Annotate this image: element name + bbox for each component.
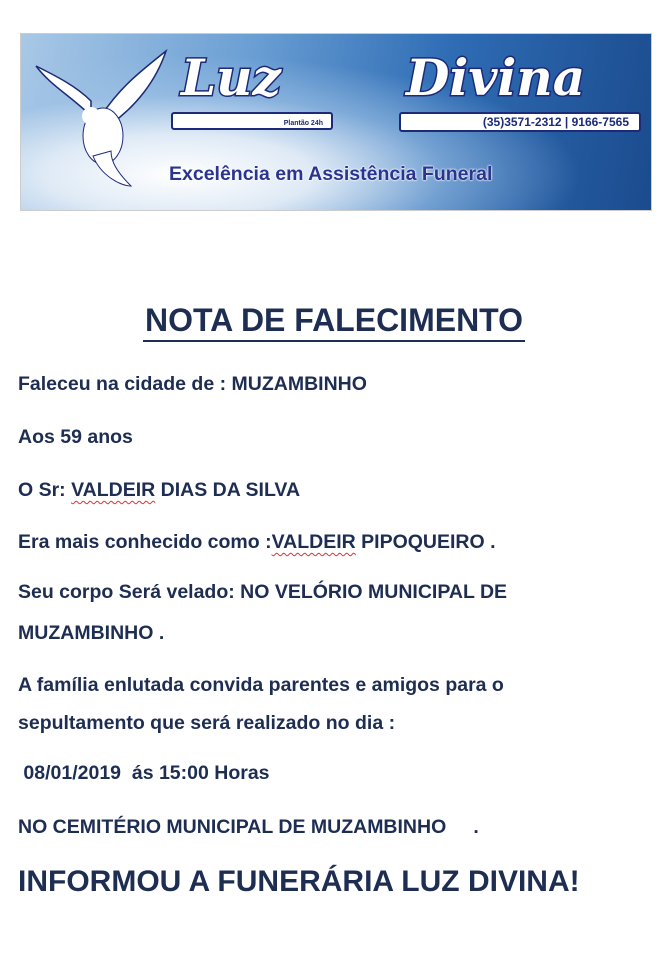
cemetery-line: NO CEMITÉRIO MUNICIPAL DE MUZAMBINHO . — [18, 816, 479, 838]
age-line: Aos 59 anos — [18, 426, 133, 448]
brand-luz: Luz — [181, 48, 281, 107]
name-line: O Sr: VALDEIR DIAS DA SILVA — [18, 479, 301, 501]
nickname-line: Era mais conhecido como :VALDEIR PIPOQUEIRO . — [18, 531, 496, 553]
invite-line-1: A família enlutada convida parentes e amigos para o — [18, 674, 504, 696]
phone-numbers: (35)3571-2312 | 9166-7565 — [399, 112, 641, 132]
invite-line-2: sepultamento que será realizado no dia : — [18, 712, 396, 734]
closing-statement: INFORMOU A FUNERÁRIA LUZ DIVINA! — [18, 865, 580, 898]
page-title: NOTA DE FALECIMENTO — [0, 300, 668, 340]
datetime-line: 08/01/2019 ás 15:00 Horas — [18, 762, 270, 784]
tagline: Excelência em Assistência Funeral — [169, 163, 493, 185]
wake-line-2: MUZAMBINHO . — [18, 622, 165, 644]
plantao-label: Plantão 24h — [171, 112, 333, 130]
wake-line-1: Seu corpo Será velado: NO VELÓRIO MUNICIPAL DE — [18, 581, 508, 603]
funeral-home-banner — [20, 33, 652, 211]
city-line: Faleceu na cidade de : MUZAMBINHO — [18, 373, 367, 395]
dove-icon — [31, 46, 171, 196]
brand-divina: Divina — [406, 48, 586, 107]
